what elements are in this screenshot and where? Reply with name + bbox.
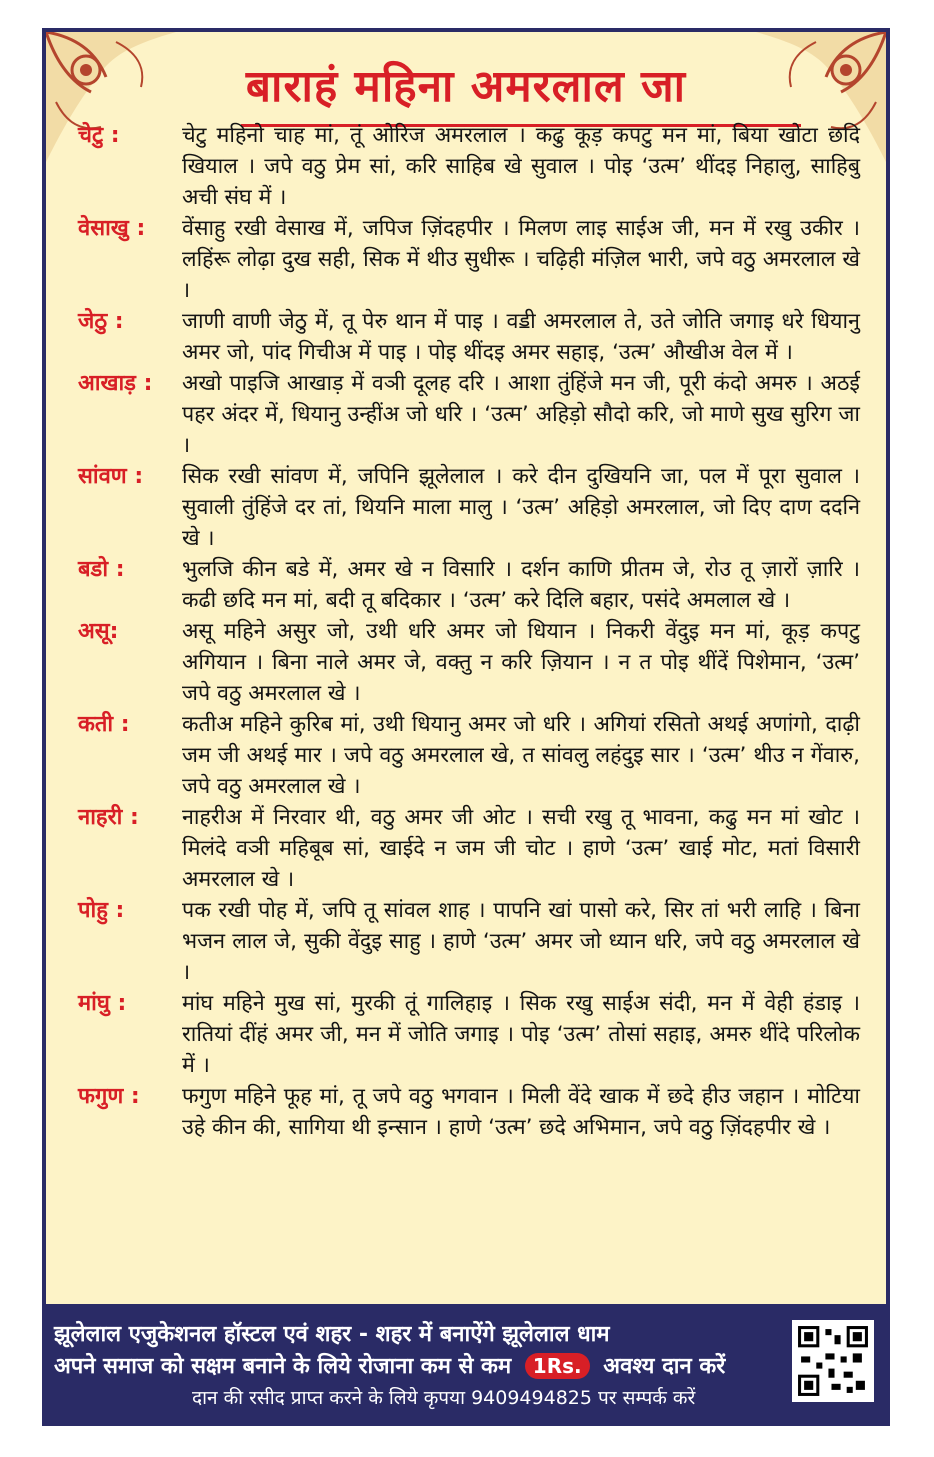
month-text: नाहरीअ में निरवार थी, वठु अमर जी ओट । सची रखु तू भावना, कढु मन मां खोट । मिलंदे वञी महिबूब सां, खाईदे न जम जी चोट । हाणे ‘उत्म’ खाई मोट, मतां विसारी अमरलाल खे । — [182, 805, 860, 892]
month-entry — [78, 213, 890, 306]
month-text: जाणी वाणी जेठु में, तू पेरु थान में पाइ । वॾी अमरलाल ते, उते जोति जगाइ धरे धियानु अमर जो, पांद गिचीअ में पाइ । पोइ थींदइ अमर सहाइ, ‘उत्म’ औखीअ वेल में । — [182, 309, 860, 365]
month-text: अखो पाइजि आखाड़ में वञी दूलह दरि । आशा तुंहिंजे मन जी, पूरी कंदो अमरु । अठई पहर अंदर में, धियानु उन्हींअ जो धरि । ‘उत्म’ अहिड़ो सौदो करि, जो माणे सुख सुरिग जा । — [182, 371, 860, 458]
month-label: चेटु : — [78, 123, 120, 148]
month-entry — [78, 368, 890, 461]
month-label: कती : — [78, 712, 130, 737]
month-label: असू: — [78, 619, 119, 644]
month-text: कतीअ महिने कुरिब मां, उथी धियानु अमर जो धरि । अगियां रसितो अथई अणांगो, दाढ़ी जम जी अथई मार । जपे वठु अमरलाल खे, त सांवलु लहंदुइ सार । ‘उत्म’ थीउ न गेंवारु, जपे वठु अमरलाल खे । — [182, 712, 860, 799]
month-text: पक रखी पोह में, जपि तू सांवल शाह । पापनि खां पासो करे, सिर तां भरी लाहि । बिना भजन लाल जे, सुकी वेंदुइ साहु । हाणे ‘उत्म’ अमर जो ध्यान धरि, जपे वठु अमरलाल खे । — [182, 898, 860, 985]
months-list — [78, 120, 890, 1143]
footer-appeal-text: अपने समाज को सक्षम बनाने के लिये रोजाना कम से कम — [54, 1354, 512, 1379]
poster-body — [46, 32, 886, 1304]
month-text: फगुण महिने फूह मां, तू जपे वठु भगवान । मिली वेंदे खाक में छदे हीउ जहान । मोटिया उहे कीन की, सागिया थी इन्सान । हाणे ‘उत्म’ छदे अभिमान, जपे वठु ज़िंदहपीर खे । — [182, 1084, 860, 1140]
month-label: फगुण : — [78, 1084, 140, 1109]
month-entry — [78, 988, 890, 1081]
month-entry — [78, 120, 890, 213]
footer-contact: दान की रसीद प्राप्त करने के लिये कृपया 9409494825 पर सम्पर्क करें — [192, 1387, 696, 1409]
donation-footer — [46, 1308, 886, 1422]
month-entry — [78, 461, 890, 554]
page-title: बाराहं महिना अमरलाल जा — [245, 61, 687, 112]
footer-appeal-text-end: अवश्य दान करें — [603, 1354, 726, 1379]
month-text: वेंसाहु रखी वेसाख में, जपिज ज़िंदहपीर । मिलण लाइ साईअ जी, मन में रखु उकीर । लहिंरू लोढ़ा दुख सही, सिक में थीउ सुधीरू । चढ़िही मंज़िल भारी, जपे वठु अमरलाल खे । — [182, 216, 860, 303]
month-label: वेसाखु : — [78, 216, 146, 241]
month-entry — [78, 802, 890, 895]
qr-code-icon[interactable] — [792, 1320, 874, 1402]
month-label: सांवण : — [78, 464, 144, 489]
month-entry — [78, 616, 890, 709]
footer-headline: झूलेलाल एजुकेशनल हॉस्टल एवं शहर - शहर में बनाऐंगे झूलेलाल धाम — [54, 1322, 610, 1347]
month-entry — [78, 554, 890, 616]
month-text: मांघ महिने मुख सां, मुरकी तूं गालिहाइ । सिक रखु साईअ संदी, मन में वेही हंडाइ । रातियां दींहं अमर जी, मन में जोति जगाइ । पोइ ‘उत्म’ तोसां सहाइ, अमरु थींदे परिलोक में । — [182, 991, 860, 1078]
month-text: सिक रखी सांवण में, जपिनि झूलेलाल । करे दीन दुखियनि जा, पल में पूरा सुवाल । सुवाली तुंहिंजे दर तां, थियनि माला मालु । ‘उत्म’ अहिड़ो अमरलाल, जो दिए दाण ददनि खे । — [182, 464, 860, 551]
amount-badge: 1Rs. — [525, 1353, 590, 1379]
month-label: मांघु : — [78, 991, 127, 1016]
month-label: पोहु : — [78, 898, 125, 923]
month-text: असू महिने असुर जो, उथी धरि अमर जो धियान । निकरी वेंदुइ मन मां, कूड़ कपटु अगियान । बिना नाले अमर जे, वक्तु न करि ज़ियान । न त पोइ थींदें पिशेमान, ‘उत्म’ जपे वठु अमरलाल खे । — [182, 619, 860, 706]
footer-appeal — [54, 1350, 794, 1380]
poster-frame — [42, 28, 890, 1426]
month-entry — [78, 709, 890, 802]
month-label: जेठु : — [78, 309, 124, 334]
month-entry — [78, 1081, 890, 1143]
month-text: चेटु महिनो चाह मां, तूं ओरिज अमरलाल । कढु कूड़ कपटु मन मां, बिया खोटा छदि खियाल । जपे वठु प्रेम सां, करि साहिब खे सुवाल । पोइ ‘उत्म’ थींदइ निहालु, साहिबु अची संघ में । — [182, 123, 860, 210]
month-label: बडो : — [78, 557, 125, 582]
month-text: भुलजि कीन बडे में, अमर खे न विसारि । दर्शन काणि प्रीतम जे, रोउ तू ज़ारों ज़ारि । कढी छदि मन मां, बदी तू बदिकार । ‘उत्म’ करे दिलि बहार, पसंदे अमलाल खे । — [182, 557, 860, 613]
month-entry — [78, 306, 890, 368]
month-entry — [78, 895, 890, 988]
month-label: नाहरी : — [78, 805, 139, 830]
month-label: आखाड़ : — [78, 371, 153, 396]
